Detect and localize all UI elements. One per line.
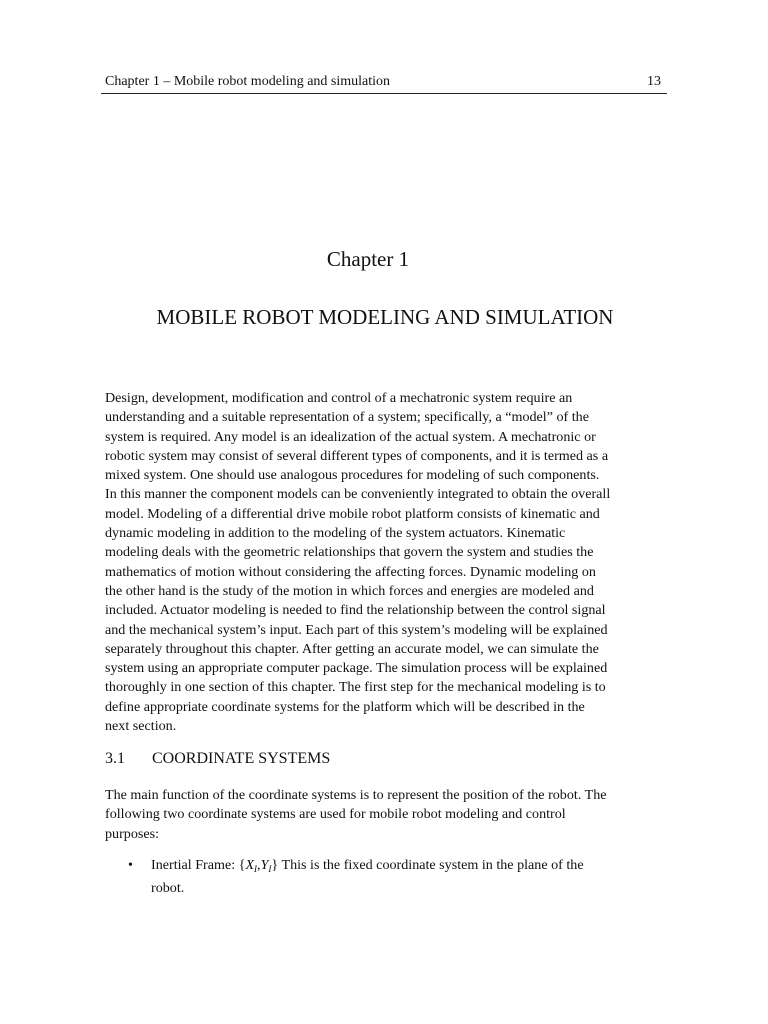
section-heading	[105, 749, 330, 769]
section-title: COORDINATE SYSTEMS	[152, 750, 331, 767]
paragraph-line: and the mechanical system’s input. Each part of this system’s modeling will be explained	[105, 621, 608, 638]
running-header	[101, 72, 667, 94]
paragraph-line: following two coordinate systems are used for mobile robot modeling and control	[105, 806, 566, 823]
bullet-line1-rest: This is the fixed coordinate system in the plane of the	[278, 857, 584, 873]
paragraph-line: thoroughly in one section of this chapter. The first step for the mechanical modeling is to	[105, 679, 606, 696]
paragraph-line: mixed system. One should use analogous procedures for modeling of such components.	[105, 467, 600, 484]
math-x: X	[245, 857, 255, 873]
paragraph-line: In this manner the component models can be conveniently integrated to obtain the overall	[105, 486, 611, 503]
math-x-subscript: I	[254, 864, 258, 874]
bullet-line2: robot.	[151, 880, 185, 897]
paragraph-line: system using an appropriate computer package. The simulation process will be explained	[105, 660, 608, 677]
paragraph-line: define appropriate coordinate systems for the platform which will be described in the	[105, 698, 585, 715]
paragraph-line: mathematics of motion without considering the affecting forces. Dynamic modeling on	[105, 563, 596, 580]
paragraph-line: the other hand is the study of the motion in which forces and energies are modeled and	[105, 582, 594, 599]
paragraph-line: dynamic modeling in addition to the modeling of the system actuators. Kinematic	[105, 525, 566, 542]
math-y-subscript: I	[268, 864, 272, 874]
coordinate-systems-paragraph	[105, 786, 671, 844]
paragraph-line: included. Actuator modeling is needed to find the relationship between the control signal	[105, 602, 606, 619]
bullet-icon: •	[128, 857, 133, 873]
paragraph-line: next section.	[105, 718, 177, 735]
section-number: 3.1	[105, 750, 125, 767]
chapter-label: Chapter 1	[326, 247, 410, 271]
math-brace-open: {	[238, 857, 246, 873]
running-title: Chapter 1 – Mobile robot modeling and simulation	[105, 74, 391, 89]
paragraph-line: purposes:	[105, 825, 160, 842]
math-y: Y	[260, 857, 269, 873]
paragraph-line: system is required. Any model is an idealization of the actual system. A mechatronic or	[105, 428, 596, 445]
page-number: 13	[647, 74, 661, 89]
paragraph-line: The main function of the coordinate systems is to represent the position of the robot. The	[105, 787, 607, 803]
paragraph-line: robotic system may consist of several different types of components, and it is termed as a	[105, 447, 609, 464]
paragraph-line: model. Modeling of a differential drive mobile robot platform consists of kinematic and	[105, 505, 600, 522]
paragraph-line: understanding and a suitable representation of a system; specifically, a “model” of the	[105, 409, 589, 426]
paragraph-line: separately throughout this chapter. After getting an accurate model, we can simulate the	[105, 640, 599, 657]
chapter-title: MOBILE ROBOT MODELING AND SIMULATION	[156, 305, 614, 329]
bullet-label: Inertial Frame:	[151, 857, 239, 873]
paragraph-line: modeling deals with the geometric relationships that govern the system and studies the	[105, 544, 594, 561]
paragraph-line: Design, development, modification and control of a mechatronic system require an	[105, 390, 573, 406]
bullet-text	[151, 856, 584, 899]
intro-paragraph	[105, 389, 671, 736]
math-comma: ,	[257, 857, 261, 873]
math-brace-close: }	[271, 857, 279, 873]
